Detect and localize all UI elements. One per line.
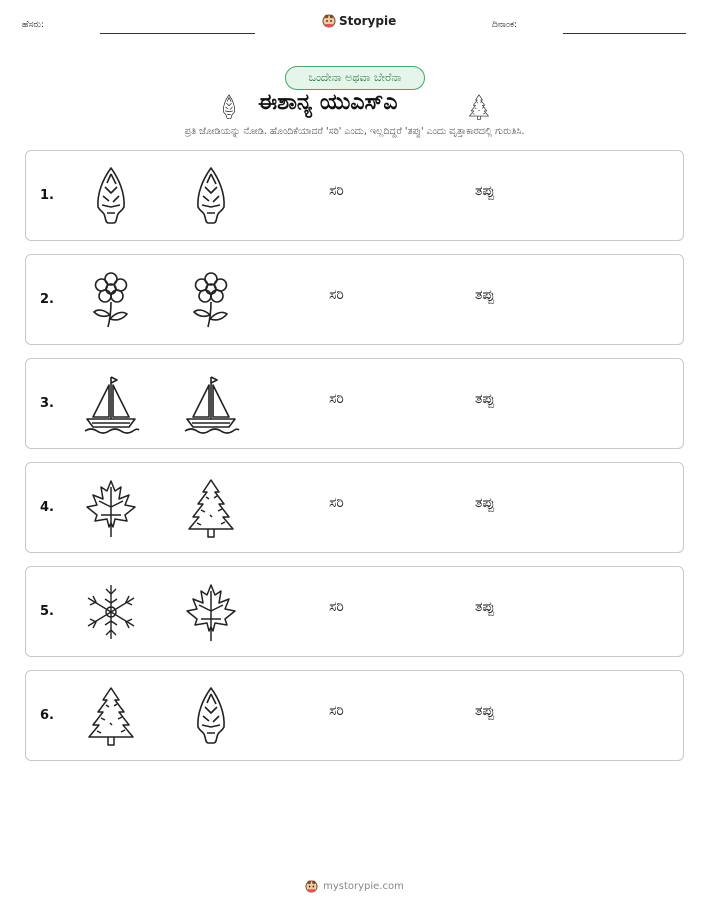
false-option[interactable]: ತಪ್ಪು bbox=[475, 287, 495, 303]
instructions: ಪ್ರತಿ ಜೋಡಿಯನ್ನು ನೋಡಿ. ಹೊಂದಿಕೆಯಾದರೆ 'ಸರಿ' ಎಂದು, ಇಲ್ಲದಿದ್ದರೆ 'ತಪ್ಪು' ಎಂದು ವೃತ್ತಾಕಾರದಲ್ಲಿ ಗುರುತಿಸಿ. bbox=[184, 126, 525, 137]
flower-icon bbox=[181, 269, 241, 331]
pine-tree-icon bbox=[81, 685, 141, 747]
question-number: 4. bbox=[40, 500, 54, 515]
true-option[interactable]: ಸರಿ bbox=[329, 287, 344, 303]
question-number: 1. bbox=[40, 188, 54, 203]
question-card bbox=[25, 566, 684, 657]
arrowhead-icon bbox=[181, 685, 241, 747]
arrowhead-icon bbox=[181, 165, 241, 227]
question-card bbox=[25, 254, 684, 345]
false-option[interactable]: ತಪ್ಪು bbox=[475, 391, 495, 407]
title-row bbox=[0, 90, 709, 124]
true-option[interactable]: ಸರಿ bbox=[329, 391, 344, 407]
true-option[interactable]: ಸರಿ bbox=[329, 183, 344, 199]
maple-leaf-icon bbox=[81, 477, 141, 539]
date-line bbox=[563, 33, 686, 34]
sailboat-icon bbox=[181, 373, 241, 435]
footer-site[interactable]: mystorypie.com bbox=[323, 881, 404, 892]
question-card bbox=[25, 462, 684, 553]
false-option[interactable]: ತಪ್ಪು bbox=[475, 183, 495, 199]
question-number: 2. bbox=[40, 292, 54, 307]
pine-tree-icon bbox=[466, 92, 492, 126]
pine-tree-icon bbox=[181, 477, 241, 539]
true-option[interactable]: ಸರಿ bbox=[329, 703, 344, 719]
question-card bbox=[25, 150, 684, 241]
false-option[interactable]: ತಪ್ಪು bbox=[475, 495, 495, 511]
date-label: ದಿನಾಂಕ: bbox=[492, 20, 518, 30]
mascot-icon bbox=[305, 880, 318, 893]
false-option[interactable]: ತಪ್ಪು bbox=[475, 703, 495, 719]
false-option[interactable]: ತಪ್ಪು bbox=[475, 599, 495, 615]
flower-icon bbox=[81, 269, 141, 331]
arrowhead-icon bbox=[81, 165, 141, 227]
brand-logo bbox=[322, 14, 396, 28]
name-label: ಹೆಸರು: bbox=[22, 20, 45, 30]
mascot-icon bbox=[322, 14, 336, 28]
worksheet-header bbox=[0, 14, 709, 38]
name-line bbox=[100, 33, 255, 34]
arrowhead-icon bbox=[216, 92, 242, 126]
question-number: 6. bbox=[40, 708, 54, 723]
maple-leaf-icon bbox=[181, 581, 241, 643]
question-number: 3. bbox=[40, 396, 54, 411]
page-title: ಈಶಾನ್ಯ ಯುಎಸ್ಎ bbox=[258, 90, 398, 115]
worksheet-tag: ಒಂದೇನಾ ಅಥವಾ ಬೇರೆನಾ bbox=[285, 66, 425, 90]
true-option[interactable]: ಸರಿ bbox=[329, 599, 344, 615]
snowflake-icon bbox=[81, 581, 141, 643]
brand-name: Storypie bbox=[339, 14, 397, 28]
question-number: 5. bbox=[40, 604, 54, 619]
question-card bbox=[25, 358, 684, 449]
question-card bbox=[25, 670, 684, 761]
true-option[interactable]: ಸರಿ bbox=[329, 495, 344, 511]
footer bbox=[0, 880, 709, 893]
sailboat-icon bbox=[81, 373, 141, 435]
